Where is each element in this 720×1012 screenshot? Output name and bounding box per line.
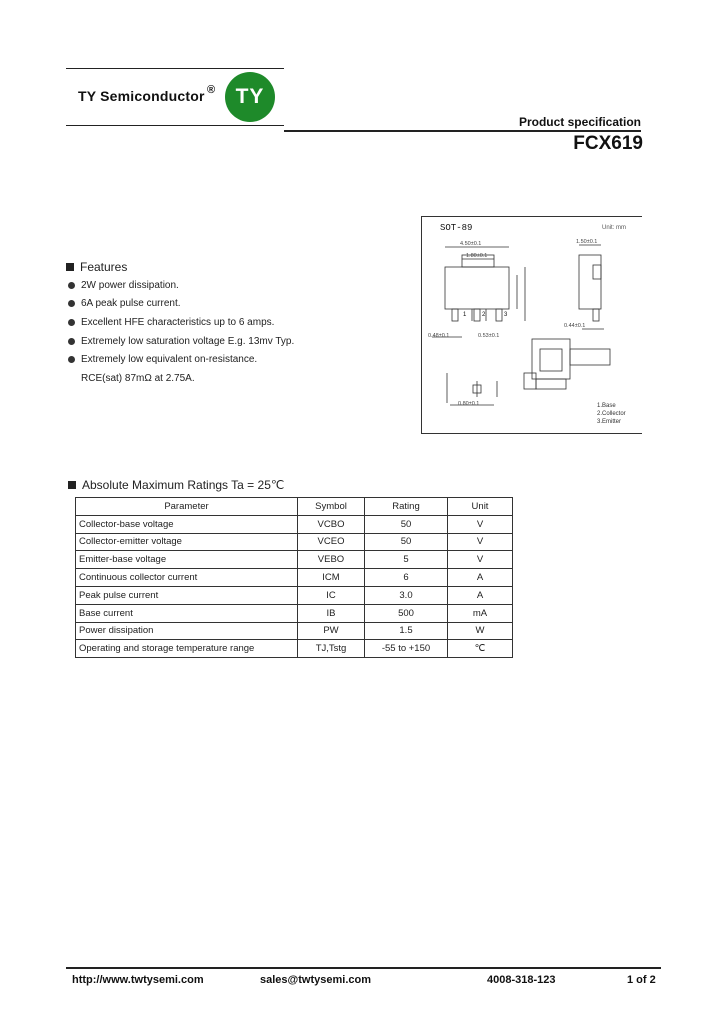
feature-item <box>68 298 181 309</box>
table-row <box>76 622 513 640</box>
section-bullet-icon <box>66 263 74 271</box>
bullet-icon <box>68 356 75 363</box>
table-header-row <box>76 498 513 516</box>
header-bottom-rule <box>66 125 284 126</box>
pin-2-lead <box>474 309 480 321</box>
unit-cell: V <box>448 551 513 569</box>
company-name: TY Semiconductor <box>78 88 205 104</box>
dim-label: 0.53±0.1 <box>478 333 500 339</box>
package-drawing <box>421 216 642 434</box>
param-cell: Collector-emitter voltage <box>76 533 298 551</box>
symbol-cell: VEBO <box>298 551 365 569</box>
rating-cell: 3.0 <box>365 586 448 604</box>
param-cell: Peak pulse current <box>76 586 298 604</box>
table-row <box>76 551 513 569</box>
logo-text: TY <box>235 85 265 108</box>
header-cell: Symbol <box>298 498 365 516</box>
param-cell: Power dissipation <box>76 622 298 640</box>
symbol-cell: VCBO <box>298 515 365 533</box>
feature-text: 2W power dissipation. <box>81 280 179 291</box>
feature-item <box>68 317 274 328</box>
bullet-icon <box>68 282 75 289</box>
unit-cell: W <box>448 622 513 640</box>
doc-type: Product specification <box>518 115 641 129</box>
pin-label: 3 <box>504 312 508 318</box>
package-side-view <box>579 255 601 309</box>
header-cell: Rating <box>365 498 448 516</box>
features-title <box>66 260 127 274</box>
rating-cell: 50 <box>365 515 448 533</box>
dim-label: 0.44±0.1 <box>564 323 586 329</box>
bullet-icon <box>68 338 75 345</box>
part-number: FCX619 <box>573 133 643 154</box>
ratings-title <box>68 478 284 492</box>
pin-3-lead <box>496 309 502 321</box>
symbol-cell: TJ,Tstg <box>298 640 365 658</box>
param-cell: Collector-base voltage <box>76 515 298 533</box>
table-row <box>76 586 513 604</box>
title-rule <box>284 130 641 132</box>
package-outline-svg <box>422 217 642 433</box>
rating-cell: 500 <box>365 604 448 622</box>
header-cell: Unit <box>448 498 513 516</box>
param-cell: Continuous collector current <box>76 569 298 587</box>
pin-legend-item: 3.Emitter <box>597 419 622 425</box>
dim-label: 1.80±0.1 <box>466 253 488 259</box>
package-unit: Unit: mm <box>602 225 626 231</box>
param-cell: Operating and storage temperature range <box>76 640 298 658</box>
footer-email-link[interactable]: sales@twtysemi.com <box>260 974 371 986</box>
feature-text: Excellent HFE characteristics up to 6 amps. <box>81 317 275 328</box>
section-bullet-icon <box>68 481 76 489</box>
ratings-title-text: Absolute Maximum Ratings Ta = 25℃ <box>82 478 285 492</box>
table-row <box>76 604 513 622</box>
rating-cell: 50 <box>365 533 448 551</box>
header-cell: Parameter <box>76 498 298 516</box>
symbol-cell: ICM <box>298 569 365 587</box>
package-body-top <box>445 267 509 309</box>
page-number: 1 of 2 <box>627 974 656 986</box>
unit-cell: ℃ <box>448 640 513 658</box>
footer-rule <box>66 967 661 969</box>
dim-label: 0.80±0.1 <box>458 401 480 407</box>
table-row <box>76 569 513 587</box>
features-title-text: Features <box>80 260 128 274</box>
package-name: SOT-89 <box>440 223 473 233</box>
feature-text: 6A peak pulse current. <box>81 298 181 309</box>
registered-mark: ® <box>207 84 216 96</box>
param-cell: Emitter-base voltage <box>76 551 298 569</box>
symbol-cell: VCEO <box>298 533 365 551</box>
rating-cell: 6 <box>365 569 448 587</box>
dim-label: 0.48±0.1 <box>428 333 450 339</box>
table-row <box>76 515 513 533</box>
dim-label: 4.50±0.1 <box>460 241 482 247</box>
feature-item <box>68 280 179 291</box>
feature-item <box>68 354 257 365</box>
symbol-cell: IC <box>298 586 365 604</box>
unit-cell: V <box>448 515 513 533</box>
pin-label: 2 <box>482 312 486 318</box>
rating-cell: -55 to +150 <box>365 640 448 658</box>
dim-label: 1.50±0.1 <box>576 239 598 245</box>
company-logo <box>225 72 275 122</box>
bullet-icon <box>68 319 75 326</box>
feature-text: Extremely low saturation voltage E.g. 13mv Typ. <box>81 336 295 347</box>
pin-legend-item: 2.Collector <box>597 411 626 417</box>
ratings-table <box>75 497 513 658</box>
feature-item <box>68 336 294 347</box>
package-footprint <box>532 339 570 379</box>
pin-1-lead <box>452 309 458 321</box>
feature-text: Extremely low equivalent on-resistance. <box>81 354 258 365</box>
pin-label: 1 <box>463 312 467 318</box>
rating-cell: 5 <box>365 551 448 569</box>
unit-cell: A <box>448 586 513 604</box>
unit-cell: A <box>448 569 513 587</box>
rating-cell: 1.5 <box>365 622 448 640</box>
bullet-icon <box>68 300 75 307</box>
footer-website-link[interactable]: http://www.twtysemi.com <box>72 974 204 986</box>
table-row <box>76 640 513 658</box>
symbol-cell: IB <box>298 604 365 622</box>
feature-extra: RCE(sat) 87mΩ at 2.75A. <box>81 373 195 384</box>
symbol-cell: PW <box>298 622 365 640</box>
footer-phone: 4008-318-123 <box>487 974 556 986</box>
param-cell: Base current <box>76 604 298 622</box>
unit-cell: V <box>448 533 513 551</box>
table-row <box>76 533 513 551</box>
header-top-rule <box>66 68 284 69</box>
pin-legend-item: 1.Base <box>597 403 616 409</box>
unit-cell: mA <box>448 604 513 622</box>
